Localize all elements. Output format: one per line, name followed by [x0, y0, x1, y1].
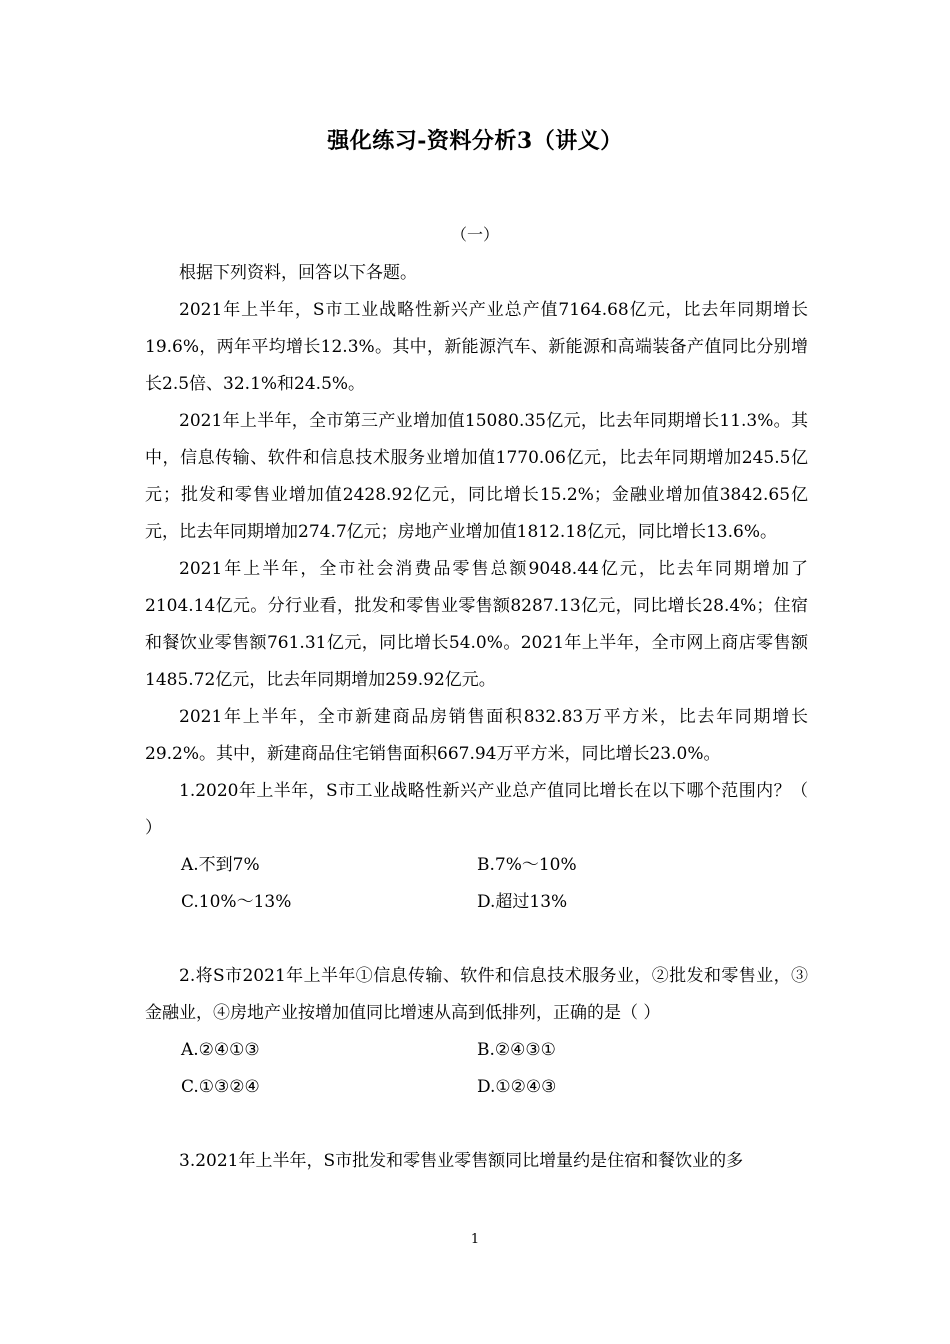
question-1-option-a: A.不到7%	[181, 855, 260, 875]
document-body	[145, 255, 808, 1180]
question-1-option-b: B.7%～10%	[477, 855, 577, 875]
document-title: 强化练习-资料分析3（讲义）	[327, 128, 623, 154]
question-1-option-c: C.10%～13%	[181, 892, 292, 912]
material-paragraph-1: 2021年上半年，S市工业战略性新兴产业总产值7164.68亿元，比去年同期增长19.6%，两年平均增长12.3%。其中，新能源汽车、新能源和高端装备产值同比分别增长2.5倍、32.1%和24.5%。	[145, 300, 808, 394]
question-3	[145, 1143, 808, 1180]
material-paragraph-4: 2021年上半年，全市新建商品房销售面积832.83万平方米，比去年同期增长29.2%。其中，新建商品住宅销售面积667.94万平方米，同比增长23.0%。	[145, 707, 808, 764]
question-2-option-c: C.①③②④	[181, 1077, 260, 1097]
question-1	[145, 773, 808, 921]
question-3-stem: 3.2021年上半年，S市批发和零售业零售额同比增量约是住宿和餐饮业的多	[179, 1151, 744, 1171]
page-number: 1	[470, 1232, 480, 1247]
question-2	[145, 958, 808, 1106]
question-2-options-row-2	[145, 1069, 808, 1106]
question-2-option-d: D.①②④③	[477, 1077, 557, 1097]
question-spacer	[145, 1106, 808, 1143]
material-paragraph-3: 2021年上半年，全市社会消费品零售总额9048.44亿元，比去年同期增加了2104.14亿元。分行业看，批发和零售业零售额8287.13亿元，同比增长28.4%；住宿和餐饮业零售额761.31亿元，同比增长54.0%。2021年上半年，全市网上商店零售额1485.72亿元，比去年同期增加259.92亿元。	[145, 559, 808, 690]
question-2-options-row-1	[145, 1032, 808, 1069]
intro-paragraph: 根据下列资料，回答以下各题。	[179, 263, 417, 283]
material-paragraph-2: 2021年上半年，全市第三产业增加值15080.35亿元，比去年同期增长11.3%。其中，信息传输、软件和信息技术服务业增加值1770.06亿元，比去年同期增加245.5亿元；批发和零售业增加值2428.92亿元，同比增长15.2%；金融业增加值3842.65亿元，比去年同期增加274.7亿元；房地产业增加值1812.18亿元，同比增长13.6%。	[145, 411, 808, 542]
section-label: （一）	[450, 225, 499, 244]
question-1-option-d: D.超过13%	[477, 892, 568, 912]
question-1-stem: 1.2020年上半年，S市工业战略性新兴产业总产值同比增长在以下哪个范围内？（ ）	[145, 781, 808, 838]
question-1-options-row-2	[145, 884, 808, 921]
question-2-option-b: B.②④③①	[477, 1040, 556, 1060]
question-2-option-a: A.②④①③	[181, 1040, 260, 1060]
question-2-stem: 2.将S市2021年上半年①信息传输、软件和信息技术服务业，②批发和零售业，③金融业，④房地产业按增加值同比增速从高到低排列，正确的是（ ）	[145, 966, 808, 1023]
question-1-options-row-1	[145, 847, 808, 884]
question-spacer	[145, 921, 808, 958]
